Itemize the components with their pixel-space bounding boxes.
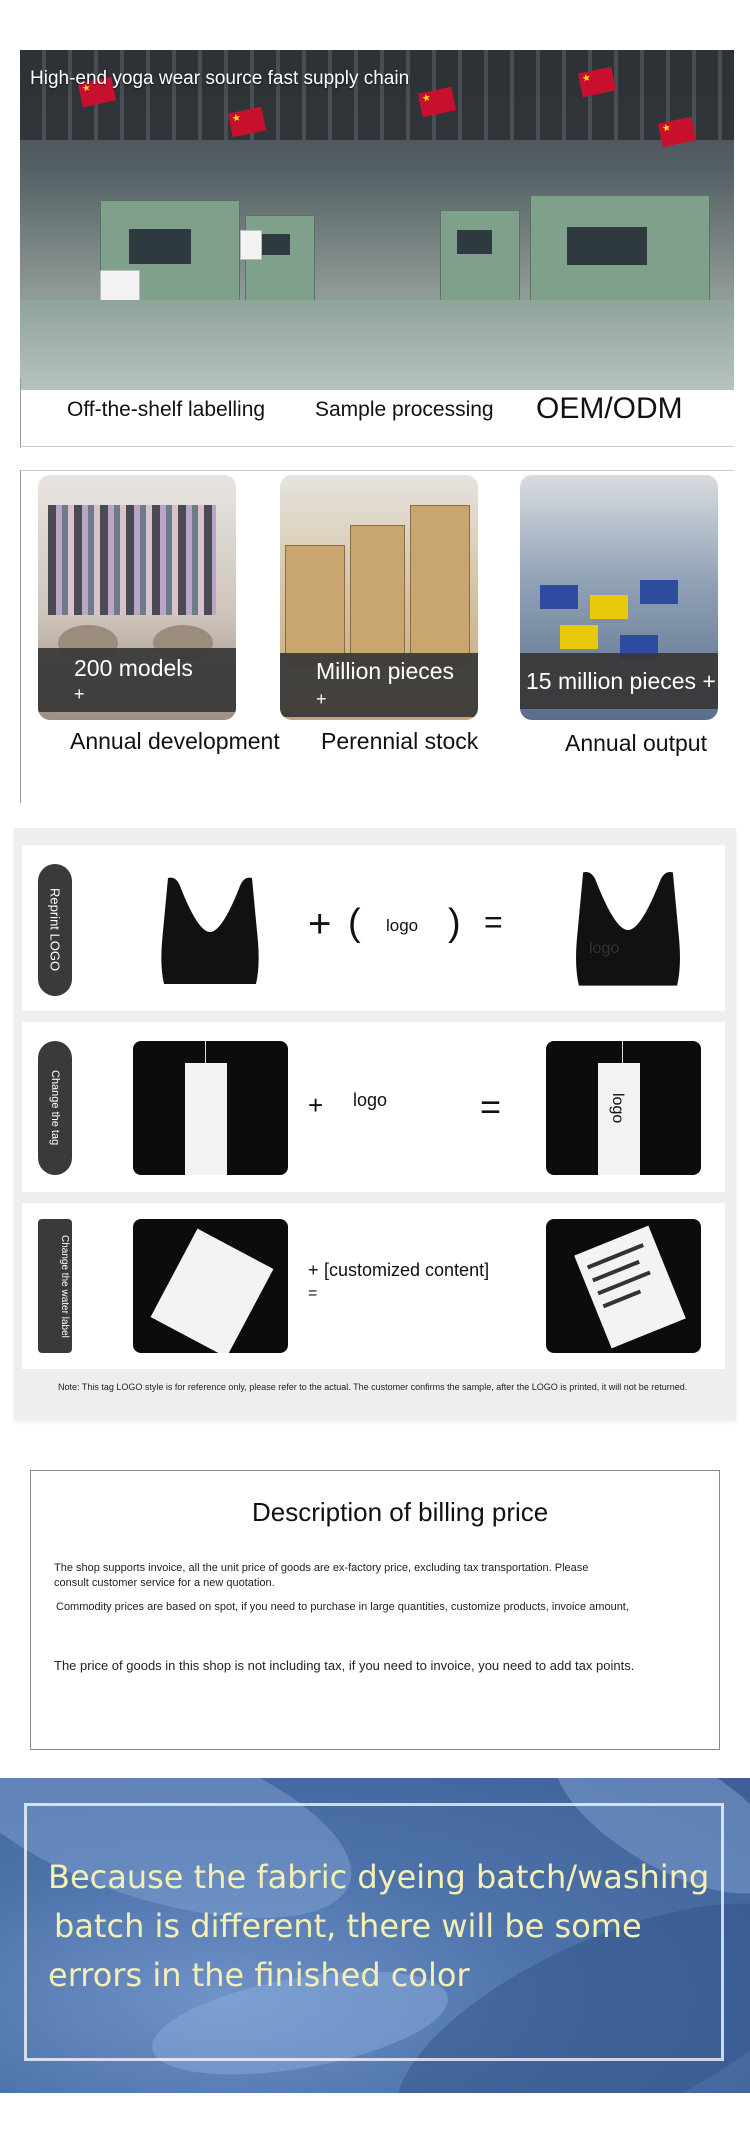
row-label: Change the water label xyxy=(59,1234,70,1338)
sports-bra-icon xyxy=(158,872,262,990)
row-label-pill xyxy=(38,1219,72,1353)
factory-banner-image xyxy=(20,50,734,390)
blank-wash-label xyxy=(151,1229,274,1353)
row-label: Reprint LOGO xyxy=(47,888,63,972)
billing-title: Description of billing price xyxy=(252,1497,549,1527)
blank-tag-tile xyxy=(133,1041,288,1175)
stat-card-output xyxy=(520,475,718,720)
service-label-labelling: Off-the-shelf labelling xyxy=(67,398,266,421)
printed-label-tile xyxy=(546,1219,701,1353)
billing-text-line: Commodity prices are based on spot, if you need to purchase in large quantities, customize products, invoice amount, xyxy=(56,1601,629,1613)
stat-band xyxy=(38,648,236,712)
row-label: Change the tag xyxy=(49,1070,61,1146)
stat-card-stock xyxy=(280,475,478,720)
row-label-pill xyxy=(38,864,72,996)
stat-suffix: + xyxy=(74,684,85,704)
logo-placeholder: logo xyxy=(386,916,419,935)
blank-label-tile xyxy=(133,1219,288,1353)
blank-hang-tag xyxy=(185,1063,227,1175)
divider xyxy=(20,378,21,448)
factory-floor xyxy=(20,300,734,390)
paper-sheet xyxy=(240,230,262,260)
equals-operator: = xyxy=(480,1086,502,1127)
printed-hang-tag xyxy=(598,1063,640,1175)
row-label-pill xyxy=(38,1041,72,1175)
stat-suffix: + xyxy=(316,689,327,709)
stat-caption: Annual output xyxy=(565,730,707,756)
tag-logo-text: logo xyxy=(609,1093,626,1124)
bracket-right: ) xyxy=(448,902,461,944)
service-label-oem: OEM/ODM xyxy=(536,392,683,425)
stat-card-development xyxy=(38,475,236,720)
custom-content-text: [customized content] xyxy=(324,1260,490,1280)
equals-operator: = xyxy=(308,1285,318,1302)
equals-operator: = xyxy=(484,904,503,940)
stat-value: Million pieces xyxy=(316,658,455,684)
plus-operator: + xyxy=(308,1260,319,1280)
stat-value: 15 million pieces + xyxy=(526,668,716,694)
service-label-sample: Sample processing xyxy=(315,398,494,421)
stat-band xyxy=(280,653,478,717)
divider xyxy=(20,446,734,447)
printed-tag-tile xyxy=(546,1041,701,1175)
plus-operator: + xyxy=(308,1090,324,1120)
disclaimer-note: Note: This tag LOGO style is for reference only, please refer to the actual. The customer confirms the sample, after the LOGO is printed, it will not be returned. xyxy=(58,1382,688,1392)
printed-logo-text: logo xyxy=(589,940,620,957)
factory-ceiling xyxy=(20,50,734,140)
bracket-left: ( xyxy=(348,902,361,944)
stat-value: 200 models xyxy=(74,655,193,681)
color-notice-line: batch is different, there will be some xyxy=(54,1907,642,1945)
color-notice-line: errors in the finished color xyxy=(48,1956,470,1994)
billing-text-line: The shop supports invoice, all the unit price of goods are ex-factory price, excluding tax transportation. Please xyxy=(54,1562,589,1574)
stat-caption: Perennial stock xyxy=(321,728,479,754)
color-notice-line: Because the fabric dyeing batch/washing xyxy=(48,1858,710,1896)
banner-title: High-end yoga wear source fast supply chain xyxy=(30,68,410,89)
billing-text-line: consult customer service for a new quotation. xyxy=(54,1577,275,1589)
plus-operator: + xyxy=(308,902,332,946)
billing-text-line: The price of goods in this shop is not including tax, if you need to invoice, you need to add tax points. xyxy=(54,1658,635,1673)
sports-bra-result-icon xyxy=(570,866,686,992)
logo-placeholder: logo xyxy=(353,1090,388,1110)
stat-caption: Annual development xyxy=(70,728,280,754)
stat-band xyxy=(520,653,718,709)
printed-wash-label xyxy=(574,1226,686,1349)
